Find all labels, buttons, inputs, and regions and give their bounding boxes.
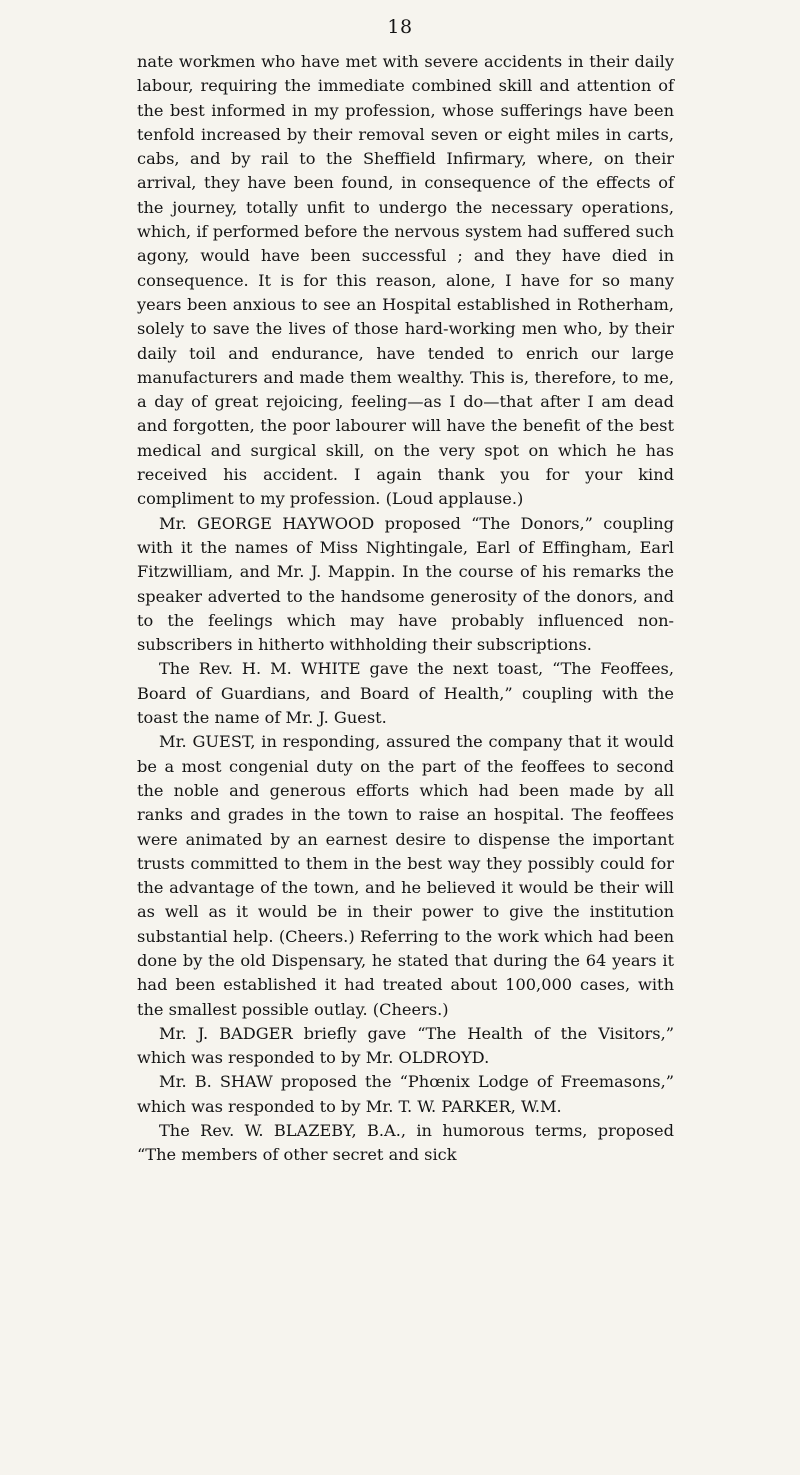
body-text bbox=[137, 50, 674, 1168]
paragraph-shaw-toast: Mr. B. SHAW proposed the “Phœnix Lodge of Freemasons,” which was responded to by Mr. T. W. PARKER, W.M. bbox=[137, 1072, 674, 1116]
paragraph-guest-response: Mr. GUEST, in responding, assured the company that it would be a most congenial duty on the part of the feoffees to second the noble and generous efforts which had been made by all ranks and grades in the town to raise an hospital. The feoffees were animated by an earnest desire to dispense the important trusts committed to them in the best way they possibly could for the advantage of the town, and he believed it would be their will as well as it would be in their power to give the institution substantial help. (Cheers.) Referring to the work which had been done by the old Dispensary, he stated that during the 64 years it had been established it had treated about 100,000 cases, with the smallest possible outlay. (Cheers.) bbox=[137, 732, 674, 1019]
paragraph-white-toast: The Rev. H. M. WHITE gave the next toast, “The Feoffees, Board of Guardians, and Board of Health,” coupling with the toast the name of Mr. J. Guest. bbox=[137, 659, 674, 728]
paragraph-badger-toast: Mr. J. BADGER briefly gave “The Health of the Visitors,” which was responded to by Mr. OLDROYD. bbox=[137, 1023, 674, 1068]
paragraph-haywood-toast: Mr. GEORGE HAYWOOD proposed “The Donors,” coupling with it the names of Miss Nightingale, Earl of Effingham, Earl Fitzwilliam, and Mr. J. Mappin. In the course of his remarks the speaker adverted to the handsome generosity of the donors, and to the feelings which may have probably influenced non-subscribers in hitherto withholding their subscriptions. bbox=[137, 513, 674, 655]
paragraph-continued: nate workmen who have met with severe accidents in their daily labour, requiring the immediate combined skill and attention of the best informed in my profession, whose sufferings have been tenfold increased by their removal seven or eight miles in carts, cabs, and by rail to the Sheffield Infirmary, where, on their arrival, they have been found, in consequence of the effects of the journey, totally unfit to undergo the necessary operations, which, if performed before the nervous system had suffered such agony, would have been successful ; and they have died in consequence. It is for this reason, alone, I have for so many years been anxious to see an Hospital established in Rotherham, solely to save the lives of those hard-working men who, by their daily toil and endurance, have tended to enrich our large manufacturers and made them wealthy. This is, therefore, to me, a day of great rejoicing, feeling—as I do—that after I am dead and forgotten, the poor labourer will have the benefit of the best medical and surgical skill, on the very spot on which he has received his accident. I again thank you for your kind compliment to my profession. (Loud applause.) bbox=[137, 52, 674, 509]
paragraph-blazeby-toast: The Rev. W. BLAZEBY, B.A., in humorous terms, proposed “The members of other secret and sick bbox=[137, 1121, 674, 1165]
page-number: 18 bbox=[387, 16, 413, 38]
